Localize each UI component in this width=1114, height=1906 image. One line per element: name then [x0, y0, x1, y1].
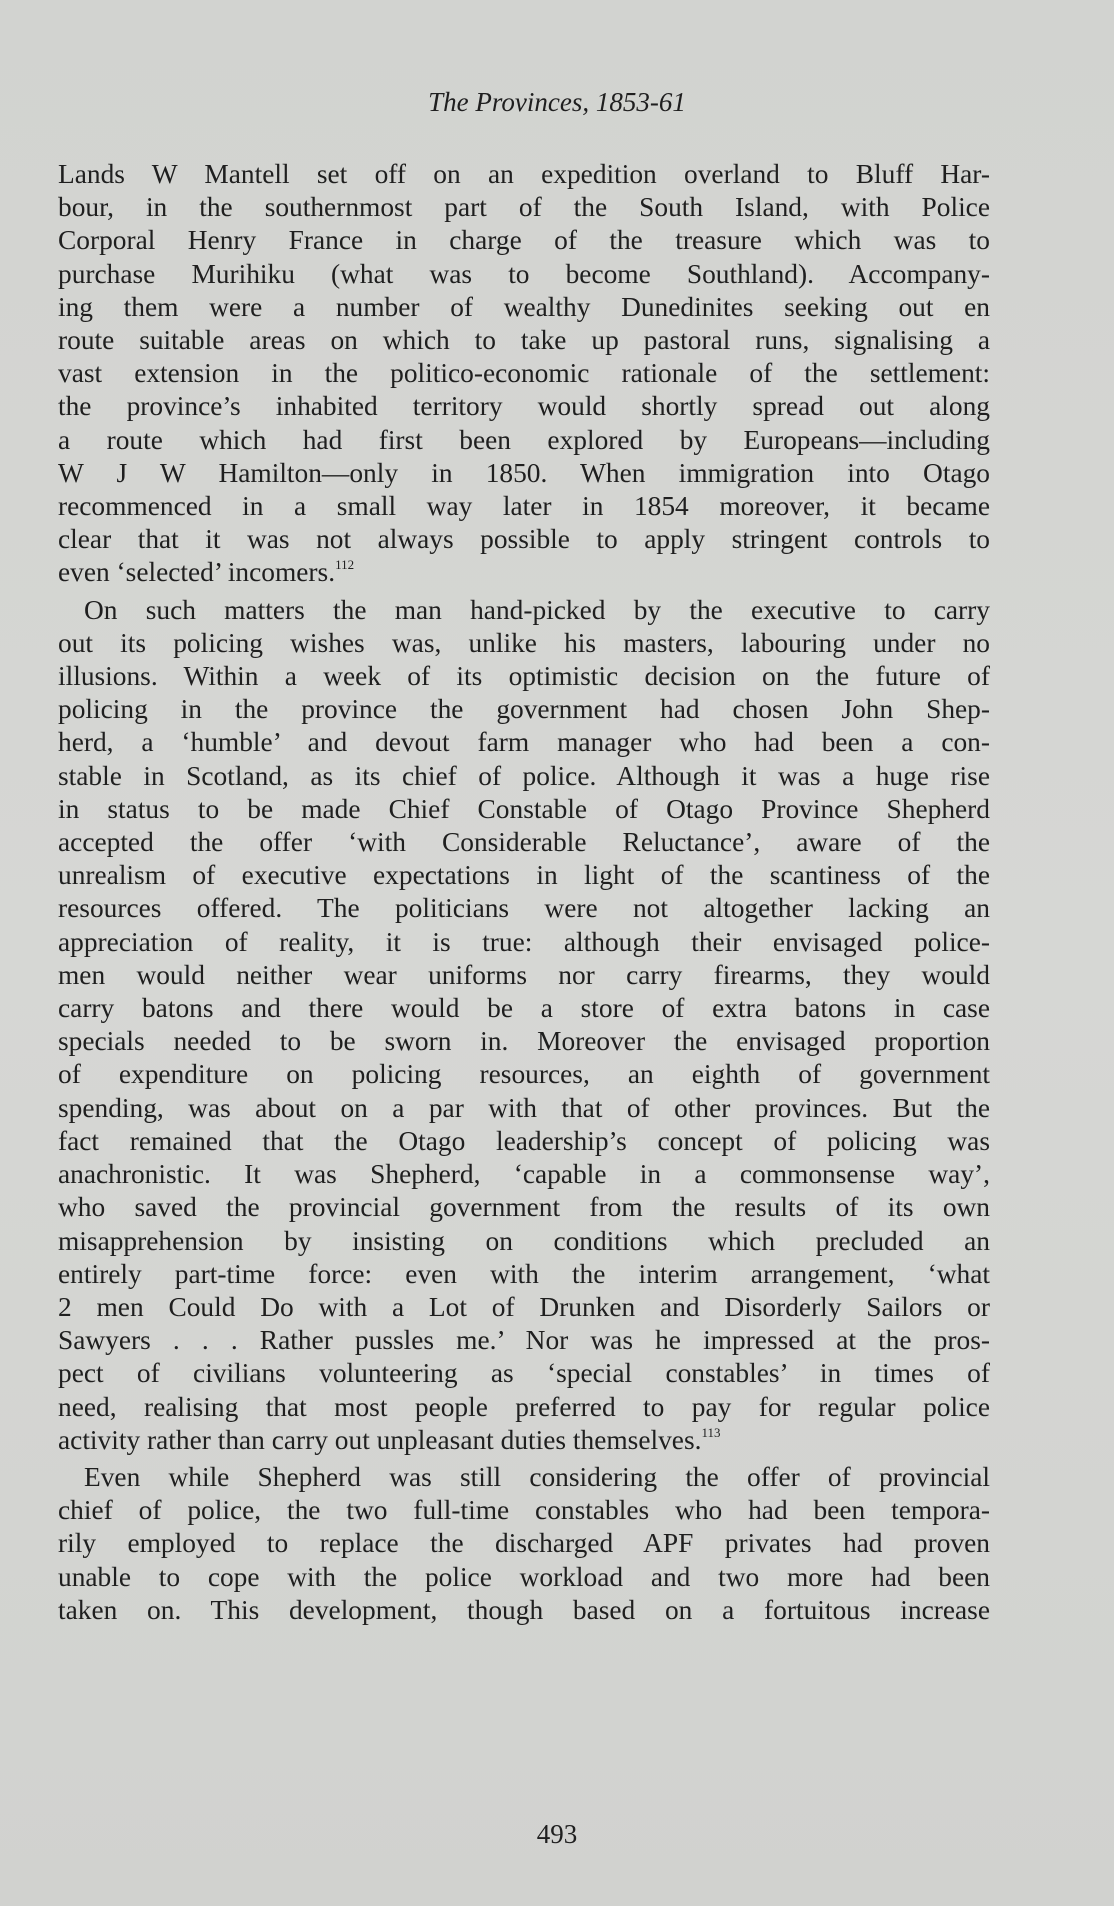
text-line: On such matters the man hand-picked by the executive to carry [84, 594, 990, 625]
text-line: fact remained that the Otago leadership’s concept of policing was [58, 1125, 990, 1156]
text-line: specials needed to be sworn in. Moreover the envisaged proportion [58, 1026, 990, 1057]
text-line: clear that it was not always possible to apply stringent controls to [58, 524, 990, 555]
line-text: even ‘selected’ incomers. [58, 557, 336, 588]
text-line: in status to be made Chief Constable of Otago Province Shepherd [58, 793, 990, 824]
page-number: 493 [536, 1819, 578, 1849]
paragraph [58, 1461, 990, 1627]
paragraph [58, 594, 990, 1457]
text-line: the province’s inhabited territory would shortly spread out along [58, 391, 990, 422]
text-line: out its policing wishes was, unlike his masters, labouring under no [58, 627, 990, 658]
text-line: Lands W Mantell set off on an expedition overland to Bluff Har- [58, 159, 990, 189]
footnote-ref: 112 [335, 557, 355, 573]
text-line: Sawyers . . . Rather pussles me.’ Nor was he impressed at the pros- [58, 1325, 990, 1356]
text-line: herd, a ‘humble’ and devout farm manager who had been a con- [58, 727, 990, 758]
text-line: who saved the provincial government from the results of its own [58, 1192, 990, 1223]
text-line: need, realising that most people preferred to pay for regular police [58, 1391, 990, 1422]
text-line [58, 556, 990, 589]
text-line: W J W Hamilton—only in 1850. When immigration into Otago [58, 457, 990, 488]
text-line: of expenditure on policing resources, an eighth of government [58, 1059, 990, 1090]
text-line: policing in the province the government had chosen John Shep- [58, 694, 990, 725]
text-line: carry batons and there would be a store of extra batons in case [58, 993, 990, 1024]
text-line: 2 men Could Do with a Lot of Drunken and Disorderly Sailors or [58, 1291, 990, 1322]
text-line: anachronistic. It was Shepherd, ‘capable in a commonsense way’, [58, 1159, 990, 1190]
text-line: entirely part-time force: even with the interim arrangement, ‘what [58, 1258, 990, 1289]
text-line: Even while Shepherd was still considering the offer of provincial [84, 1461, 990, 1492]
text-line: bour, in the southernmost part of the South Island, with Police [58, 192, 990, 223]
text-line: men would neither wear uniforms nor carry firearms, they would [58, 959, 990, 990]
line-text: activity rather than carry out unpleasant duties themselves. [58, 1424, 702, 1455]
text-line: recommenced in a small way later in 1854 moreover, it became [58, 491, 990, 522]
text-line: rily employed to replace the discharged APF privates had proven [58, 1528, 990, 1559]
text-line: chief of police, the two full-time constables who had been tempora- [58, 1495, 990, 1526]
body-text [58, 158, 990, 1627]
running-head: The Provinces, 1853-61 [428, 87, 686, 117]
text-line: a route which had first been explored by Europeans—including [58, 424, 990, 455]
text-line: purchase Murihiku (what was to become Southland). Accompany- [58, 258, 990, 289]
text-line: spending, was about on a par with that of other provinces. But the [58, 1092, 990, 1123]
text-line: ing them were a number of wealthy Dunedinites seeking out en [58, 291, 990, 322]
text-line: Corporal Henry France in charge of the treasure which was to [58, 225, 990, 256]
text-line: pect of civilians volunteering as ‘special constables’ in times of [58, 1358, 990, 1389]
text-line: taken on. This development, though based on a fortuitous increase [58, 1594, 990, 1625]
text-line: stable in Scotland, as its chief of police. Although it was a huge rise [58, 760, 990, 791]
text-line: route suitable areas on which to take up pastoral runs, signalising a [58, 325, 990, 356]
text-line: vast extension in the politico-economic rationale of the settlement: [58, 358, 990, 389]
text-line: illusions. Within a week of its optimistic decision on the future of [58, 661, 990, 692]
text-line: misapprehension by insisting on conditions which precluded an [58, 1225, 990, 1256]
text-line: resources offered. The politicians were not altogether lacking an [58, 893, 990, 924]
text-line: unable to cope with the police workload and two more had been [58, 1561, 990, 1592]
text-line [58, 1424, 990, 1457]
text-line: appreciation of reality, it is true: although their envisaged police- [58, 926, 990, 957]
text-line: accepted the offer ‘with Considerable Reluctance’, aware of the [58, 827, 990, 858]
footnote-ref: 113 [701, 1424, 721, 1440]
text-line: unrealism of executive expectations in light of the scantiness of the [58, 860, 990, 891]
paragraph [58, 158, 990, 590]
